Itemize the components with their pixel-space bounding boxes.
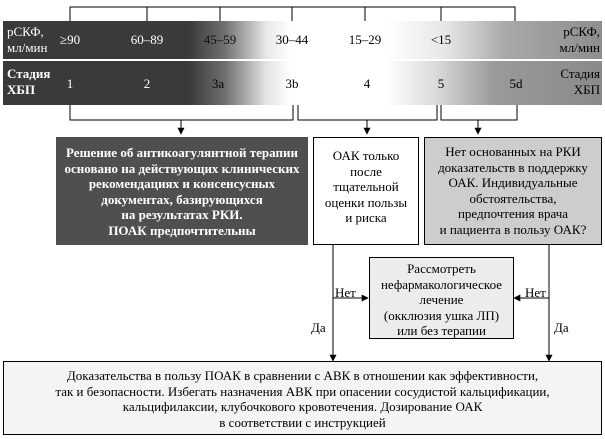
yes-label-right: Да	[554, 320, 569, 335]
stage-4: 4	[363, 76, 371, 91]
no-label-left: Нет	[335, 285, 356, 300]
stage-5: 5	[437, 76, 445, 91]
egfr-label-left: рСКФ, мл/мин	[7, 24, 48, 55]
yes-label-left: Да	[311, 320, 326, 335]
top-bracket	[70, 7, 515, 21]
no-label-right: Нет	[525, 285, 546, 300]
egfr-range-3: 45–59	[203, 32, 237, 47]
egfr-range-2: 60–89	[130, 32, 164, 47]
stage-label-right: Стадия ХБП	[560, 66, 600, 97]
egfr-range-5: 15–29	[348, 32, 382, 47]
egfr-range-4: 30–44	[275, 32, 309, 47]
egfr-range-6: <15	[430, 32, 452, 47]
oac-careful-box: ОАК только после тщательной оценки пользы и риска	[313, 137, 419, 245]
stage-label-left: Стадия ХБП	[7, 66, 51, 97]
stage-3b: 3b	[285, 76, 299, 91]
stage-bracket-middle	[298, 105, 437, 134]
doac-vs-vka-box: Доказательства в пользу ПОАК в сравнении с АВК в отношении как эффективности, так и безопасности. Избегать назначения АВК при опасении сосудистой кальцификации, кальцифилаксии, клубочкового кровотечения. Дозирование ОАК в соответствии с инструкцией	[3, 361, 602, 435]
stage-2: 2	[143, 76, 151, 91]
stage-bracket-left	[70, 105, 293, 134]
doac-preferred-box: Решение об антикоагулянтной терапии основано на действующих клинических рекомендациях и консенсусных документах, базирующихся на результатах РКИ. ПОАК предпочтительны	[56, 137, 308, 245]
egfr-label-right: рСКФ, мл/мин	[559, 24, 600, 55]
egfr-range-1: ≥90	[59, 32, 81, 47]
non-pharm-treatment-box: Рассмотреть нефармакологическое лечение (окклюзия ушка ЛП) или без терапии	[369, 257, 514, 339]
stage-3a: 3a	[211, 76, 225, 91]
stage-5d: 5d	[509, 76, 523, 91]
stage-1: 1	[66, 76, 74, 91]
no-rct-evidence-box: Нет основанных на РКИ доказательств в поддержку ОАК. Индивидуальные обстоятельства, предпочтения врача и пациента в пользу ОАК?	[424, 137, 602, 245]
stage-bracket-right	[441, 105, 517, 134]
